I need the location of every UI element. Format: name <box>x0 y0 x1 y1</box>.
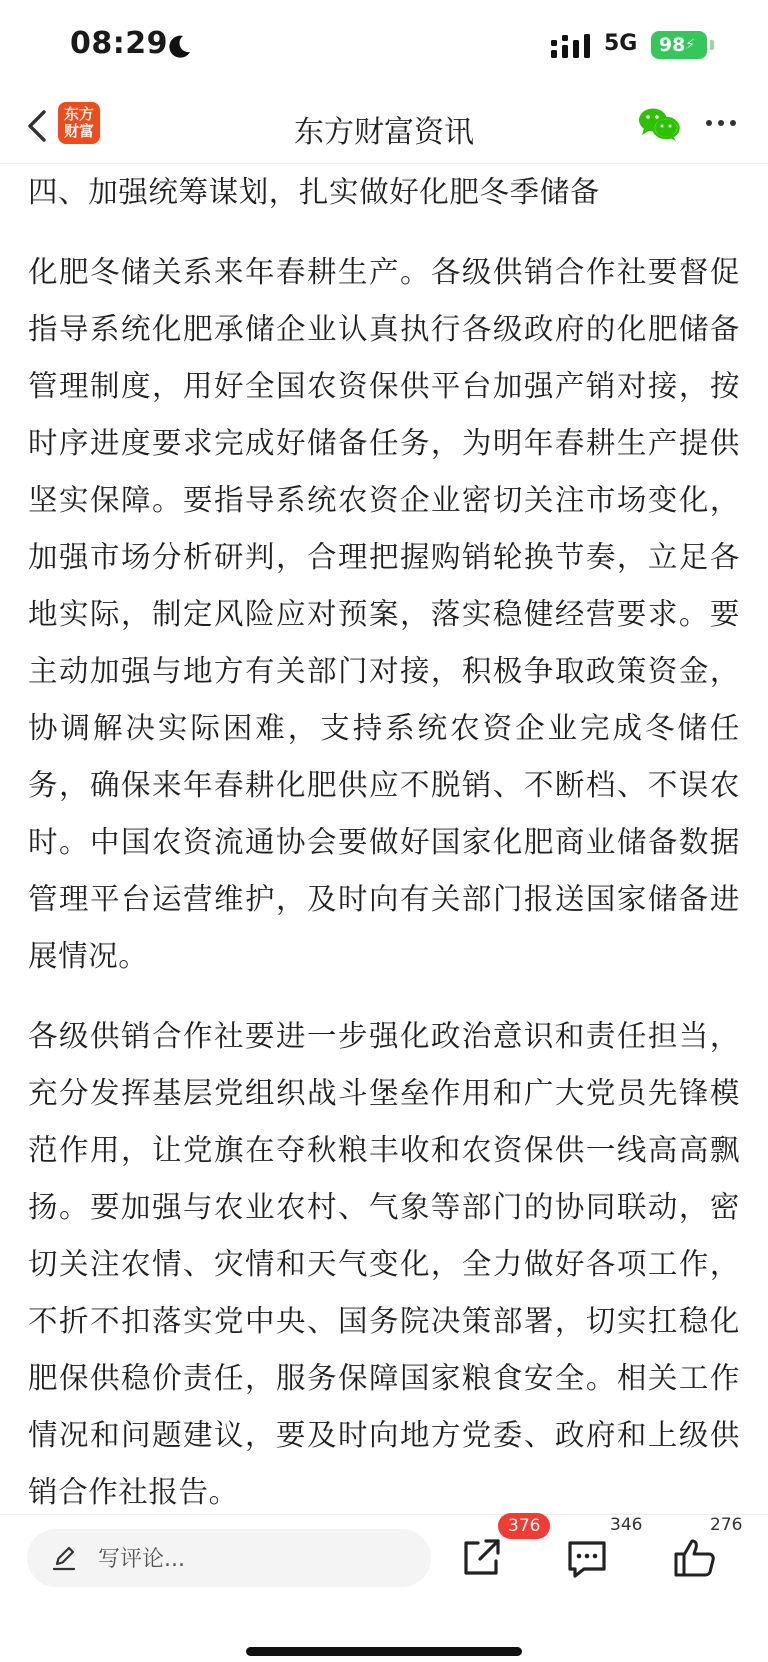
section-heading: 四、加强统筹谋划，扎实做好化肥冬季储备 <box>28 175 600 209</box>
comment-icon[interactable] <box>562 1533 612 1583</box>
comment-placeholder: 写评论... <box>98 1547 185 1572</box>
home-indicator <box>246 1647 522 1656</box>
share-icon[interactable] <box>456 1533 506 1583</box>
app-logo[interactable] <box>58 102 100 144</box>
moon-icon <box>166 34 192 60</box>
status-time: 08:29 <box>70 26 168 61</box>
thumbs-up-icon[interactable] <box>670 1533 720 1583</box>
comment-input[interactable] <box>27 1529 431 1587</box>
article-body <box>28 164 740 1514</box>
more-icon[interactable] <box>704 116 738 130</box>
comment-count: 346 <box>610 1515 643 1535</box>
logo-text-2: 财富 <box>63 122 94 140</box>
battery-indicator <box>651 31 707 59</box>
page-title: 东方财富资讯 <box>294 115 474 150</box>
article-paragraph: 化肥冬储关系来年春耕生产。各级供销合作社要督促指导系统化肥承储企业认真执行各级政府的化肥储备管理制度，用好全国农资保供平台加强产销对接，按时序进度要求完成好储备任务，为明年春耕生产提供坚实保障。要指导系统农资企业密切关注市场变化，加强市场分析研判，合理把握购销轮换节奏，立足各地实际，制定风险应对预案，落实稳健经营要求。要主动加强与地方有关部门对接，积极争取政策资金，协调解决实际困难，支持系统农资企业完成冬储任务，确保来年春耕化肥供应不脱销、不断档、不误农时。中国农资流通协会要做好国家化肥商业储备数据管理平台运营维护，及时向有关部门报送国家储备进展情况。 <box>28 255 740 973</box>
signal-icon <box>551 34 591 58</box>
nav-bar <box>0 92 768 164</box>
back-icon[interactable] <box>24 104 52 148</box>
battery-nub <box>710 40 714 50</box>
logo-text-1: 东方 <box>63 105 94 123</box>
like-count: 276 <box>710 1515 743 1535</box>
battery-level: 98 <box>658 34 686 56</box>
wechat-icon[interactable] <box>638 106 680 142</box>
status-bar <box>0 0 768 92</box>
bottom-action-bar <box>0 1514 768 1662</box>
pen-icon <box>49 1543 79 1573</box>
network-type: 5G <box>604 31 638 56</box>
article-paragraph: 各级供销合作社要进一步强化政治意识和责任担当，充分发挥基层党组织战斗堡垒作用和广大党员先锋模范作用，让党旗在夺秋粮丰收和农资保供一线高高飘扬。要加强与农业农村、气象等部门的协同联动，密切关注农情、灾情和天气变化，全力做好各项工作，不折不扣落实党中央、国务院决策部署，切实扛稳化肥保供稳价责任，服务保障国家粮食安全。相关工作情况和问题建议，要及时向地方党委、政府和上级供销合作社报告。 <box>28 1019 740 1509</box>
charging-icon: ⚡ <box>685 37 696 53</box>
share-count-badge: 376 <box>498 1513 550 1539</box>
